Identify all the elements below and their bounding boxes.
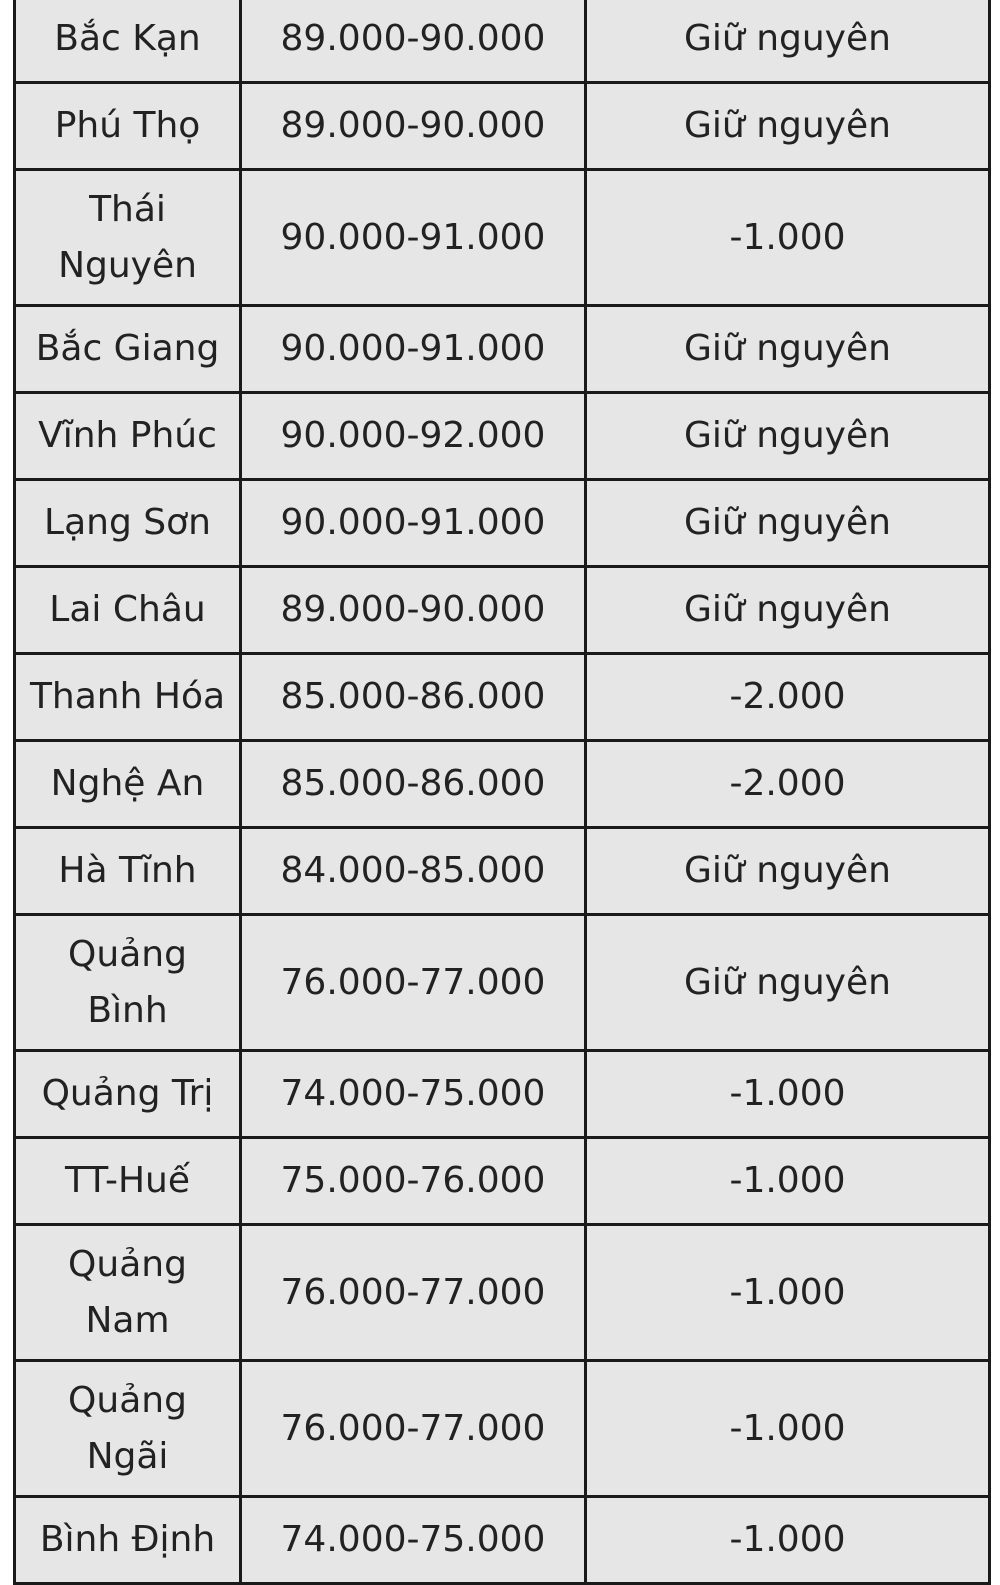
table-row [15,393,990,480]
pig-price-table [13,0,991,1585]
province-cell: Nghệ An [15,741,241,828]
province-cell: Vĩnh Phúc [15,393,241,480]
table-row [15,306,990,393]
table-row [15,1051,990,1138]
province-cell: Thanh Hóa [15,654,241,741]
change-cell: Giữ nguyên [586,567,990,654]
price-cell: 90.000-91.000 [241,480,586,567]
price-cell: 85.000-86.000 [241,741,586,828]
table-row [15,83,990,170]
province-cell: Quảng Nam [15,1225,241,1361]
change-cell: Giữ nguyên [586,306,990,393]
change-cell: -1.000 [586,1138,990,1225]
change-cell: -2.000 [586,741,990,828]
change-cell: Giữ nguyên [586,915,990,1051]
change-cell: -2.000 [586,654,990,741]
province-cell: Quảng Trị [15,1051,241,1138]
price-cell: 74.000-75.000 [241,1497,586,1584]
table-row [15,170,990,306]
table-row [15,0,990,83]
price-cell: 76.000-77.000 [241,915,586,1051]
change-cell: -1.000 [586,1361,990,1497]
province-cell: TT-Huế [15,1138,241,1225]
price-cell: 74.000-75.000 [241,1051,586,1138]
table-body [15,0,990,1584]
table-row [15,567,990,654]
province-cell: Bắc Kạn [15,0,241,83]
change-cell: -1.000 [586,1225,990,1361]
province-cell: Bình Định [15,1497,241,1584]
table-row [15,828,990,915]
table-row [15,654,990,741]
change-cell: Giữ nguyên [586,828,990,915]
change-cell: Giữ nguyên [586,393,990,480]
change-cell: -1.000 [586,1051,990,1138]
price-cell: 89.000-90.000 [241,0,586,83]
province-cell: Hà Tĩnh [15,828,241,915]
table-row [15,741,990,828]
price-cell: 90.000-92.000 [241,393,586,480]
table-row [15,1361,990,1497]
price-cell: 89.000-90.000 [241,567,586,654]
province-cell: Thái Nguyên [15,170,241,306]
price-cell: 90.000-91.000 [241,170,586,306]
table-row [15,480,990,567]
price-cell: 84.000-85.000 [241,828,586,915]
table-row [15,1225,990,1361]
province-cell: Quảng Bình [15,915,241,1051]
price-cell: 90.000-91.000 [241,306,586,393]
province-cell: Lạng Sơn [15,480,241,567]
table-row [15,1497,990,1584]
price-cell: 76.000-77.000 [241,1225,586,1361]
province-cell: Lai Châu [15,567,241,654]
table-row [15,1138,990,1225]
price-table-container [13,0,988,1585]
province-cell: Phú Thọ [15,83,241,170]
price-cell: 76.000-77.000 [241,1361,586,1497]
table-row [15,915,990,1051]
province-cell: Bắc Giang [15,306,241,393]
change-cell: Giữ nguyên [586,83,990,170]
price-cell: 85.000-86.000 [241,654,586,741]
price-cell: 89.000-90.000 [241,83,586,170]
province-cell: Quảng Ngãi [15,1361,241,1497]
change-cell: Giữ nguyên [586,480,990,567]
change-cell: -1.000 [586,170,990,306]
change-cell: Giữ nguyên [586,0,990,83]
change-cell: -1.000 [586,1497,990,1584]
price-cell: 75.000-76.000 [241,1138,586,1225]
